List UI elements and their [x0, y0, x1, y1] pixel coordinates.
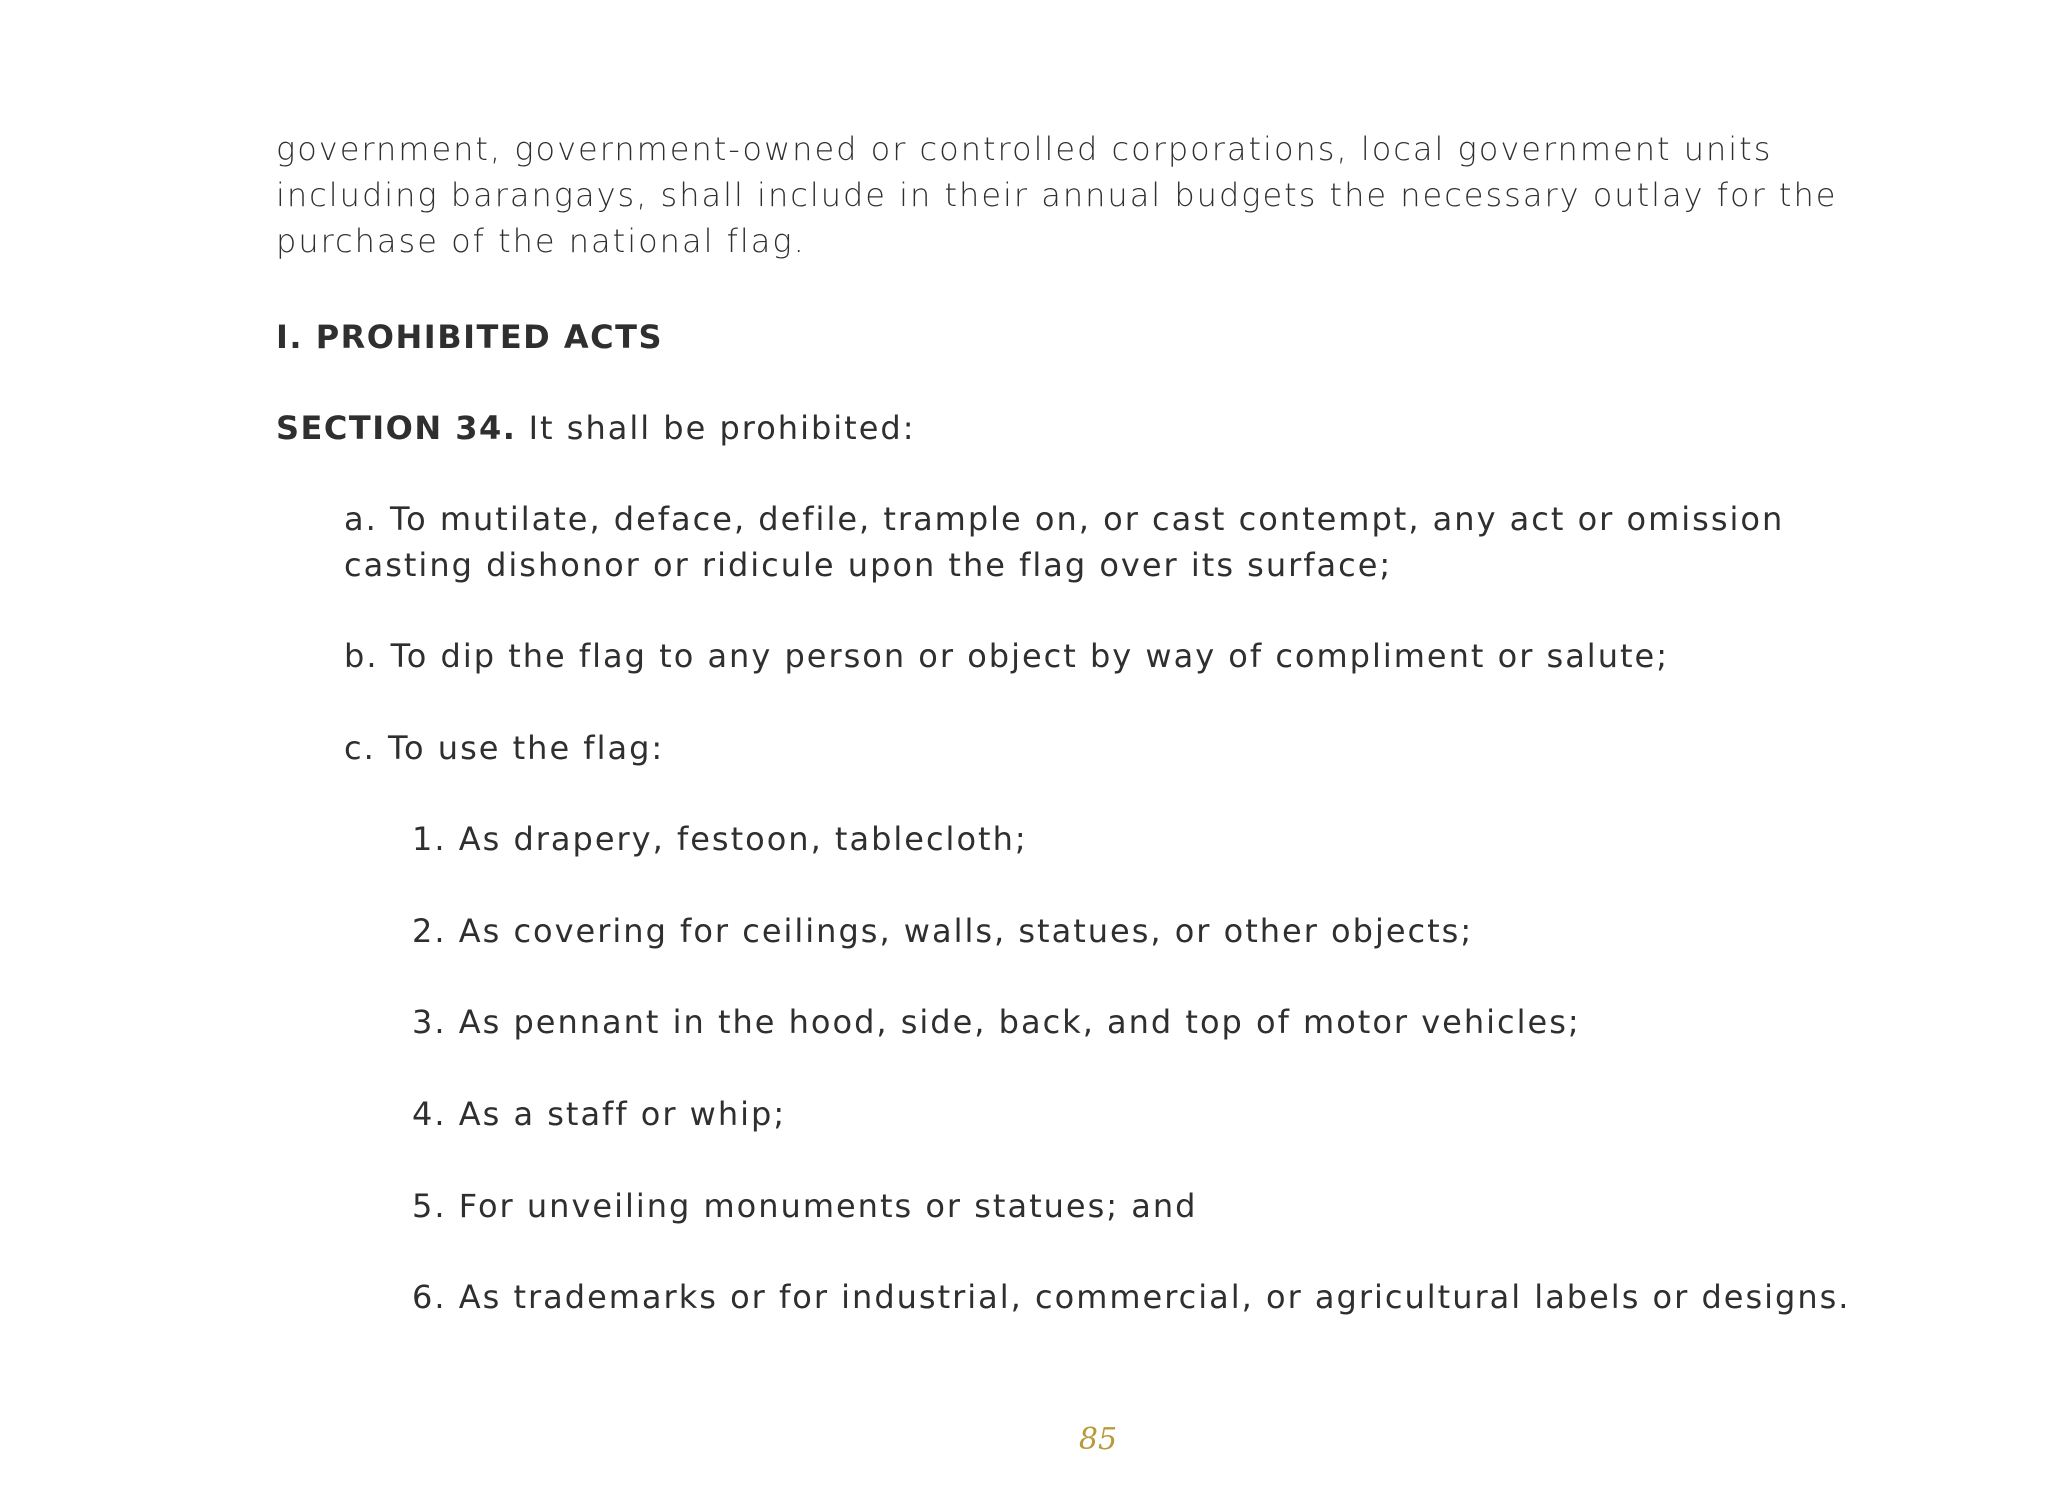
list-item-c: c. To use the flag: — [344, 729, 665, 767]
intro-paragraph: government, government-owned or controlled corporations, local government units including barangays, shall include in their annual budgets the necessary outlay for the purchase of the national flag. — [276, 130, 1838, 260]
sub-item-2: 2. As covering for ceilings, walls, statues, or other objects; — [412, 912, 1474, 950]
sub-item-3: 3. As pennant in the hood, side, back, and top of motor vehicles; — [412, 1003, 1581, 1041]
sub-item-6: 6. As trademarks or for industrial, commercial, or agricultural labels or designs. — [412, 1278, 1851, 1316]
section-text: It shall be prohibited: — [516, 409, 916, 447]
list-item-a: a. To mutilate, deface, defile, trample on, or cast contempt, any act or omission casting dishonor or ridicule upon the flag over its surface; — [344, 500, 1785, 584]
section-number: SECTION 34. — [276, 409, 517, 447]
sub-item-5: 5. For unveiling monuments or statues; and — [412, 1187, 1198, 1225]
section-34-line — [276, 405, 916, 451]
sub-item-4: 4. As a staff or whip; — [412, 1095, 787, 1133]
page-number: 85 — [1078, 1422, 1118, 1457]
sub-item-1: 1. As drapery, festoon, tablecloth; — [412, 820, 1028, 858]
section-heading: I. PROHIBITED ACTS — [276, 318, 663, 356]
list-item-b: b. To dip the flag to any person or object by way of compliment or salute; — [344, 637, 1669, 675]
